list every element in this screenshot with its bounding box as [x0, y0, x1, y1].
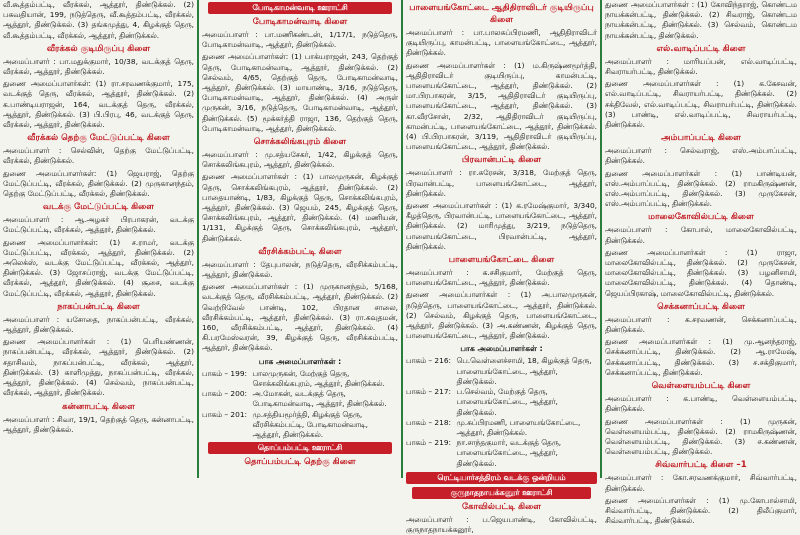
organizer-text: அமைப்பாளர் : கோபால், மாலைகோவில்பட்டி, திண்டுக்கல்.	[605, 225, 797, 245]
organizer-text: அமைப்பாளர் : க.பாண்டி, வெள்ளையம்பட்டி, திண்டுக்கல்.	[605, 394, 797, 414]
branch-heading: தொப்பம்பட்டி தெற்கு கிளை	[244, 457, 356, 468]
part-number: பாகம் – 199	[202, 368, 245, 378]
part-organizers-list	[406, 356, 597, 468]
organizer-text: அமைப்பாளர் : பா.மதுக்குமார், 10/38, வடக்குத் தெரு, வீரக்கல், ஆத்தூர், திண்டுக்கல்.	[3, 56, 194, 77]
part-organizer: பாலமுருகன், மேற்குத் தெரு, சொக்கலிங்கபுரம், ஆத்தூர், திண்டுக்கல்.	[252, 368, 385, 388]
deputy-organizers-text: துணை அமைப்பாளர்கள்: (1) ச.ராமர், வடக்கு மேட்டுப்பட்டி, வீரக்கல், ஆத்தூர், திண்டுக்கல். (2) அலெக்ஸ், வடக்கு மேட்டுப்பட்டி, வீரக்கல், ஆத்தூர், திண்டுக்கல். (3) ஜோசப்ராஜ், வடக்கு மேட்டுப்பட்டி, வீரக்கல், ஆத்தூர், திண்டுக்கல். (4) சூசை, வடக்கு மேட்டுப்பட்டி, வீரக்கல், ஆத்தூர், திண்டுக்கல்.	[3, 237, 194, 298]
deputy-organizers-text: துணை அமைப்பாளர்கள் : (1) ம.கிருஷ்ணமூர்த்தி, ஆதிதிராவிடர் குடியிருப்பு, காமன்பட்டி, பாளையங்கோட்டை, ஆத்தூர், திண்டுக்கல். (2) மா.பிரபாகரன், 3/15, ஆதிதிராவிடர் குடியிருப்பு, பாளையங்கோட்டை, ஆத்தூர், திண்டுக்கல். (3) கா.வீரசோன், 2/32, ஆதிதிராவிடர் குடியிருப்பு, காமன்பட்டி, பாளையங்கோட்டை, ஆத்தூர், திண்டுக்கல். (4) பி.பிரபாகரன், 3/119, ஆதிதிராவிடர் குடியிருப்பு, பாளையங்கோட்டை, ஆத்தூர், திண்டுக்கல்.	[406, 60, 597, 152]
part-number: பாகம் – 201	[202, 409, 245, 419]
deputy-organizers-text: துணை அமைப்பாளர்கள் : (1) ராஜா, மாலைகோவில்பட்டி, திண்டுக்கல். (2) முருகேசன், மாலைகோவில்பட்டி, திண்டுக்கல். (3) பழனிசாமி, மாலைகோவில்பட்டி, திண்டுக்கல். (4) தொண்டி, ஜெயப்பிரகாஷ், மாலைகோவில்பட்டி, திண்டுக்கல்.	[605, 247, 797, 298]
branch-heading: வெள்ளையம்பட்டி கிளை	[651, 381, 751, 392]
branch-heading: பிரவான்பட்டி கிளை	[461, 155, 542, 166]
branch-heading: மாலைகோவில்பட்டி கிளை	[648, 212, 754, 223]
list-item: பாகம் – 219 : நா.சாந்தகுமார், வடக்குத் தெரு, பாளையங்கோட்டை, ஆத்தூர், திண்டுக்கல்.	[406, 438, 597, 469]
branch-heading: கன்னாபட்டி கிளை	[62, 401, 135, 412]
deputy-organizers-text: துணை அமைப்பாளர்கள் : (1) மு.ஆனந்தராஜ், செக்கனாப்பட்டி, திண்டுக்கல். (2) ஆ.ராமேஷ், செக்கனாப்பட்டி, திண்டுக்கல். (3) ச.சக்திகுமார், செக்கனாப்பட்டி, திண்டுக்கல்.	[605, 337, 797, 377]
organizer-text: அமைப்பாளர் : கோ.சரவணக்குமார், சிவ்வார்பட்டி, திண்டுக்கல்.	[605, 473, 797, 493]
organizer-text: அமைப்பாளர் : ஆ.அழகர் பிரபாகரன், வடக்கு மேட்டுப்பட்டி, வீரக்கல், ஆத்தூர், திண்டுக்கல்.	[3, 215, 194, 235]
branch-heading: அம்பாப்பட்டி கிளை	[661, 133, 741, 144]
branch-heading: வீரக்கல் தெற்கு மேட்டுப்பட்டி கிளை	[27, 133, 170, 144]
branch-heading: வடக்கு மேட்டுப்பட்டி கிளை	[42, 202, 155, 213]
part-number: பாகம் – 216	[406, 356, 449, 366]
column-2	[199, 0, 401, 478]
part-organizer: நா.சாந்தகுமார், வடக்குத் தெரு, பாளையங்கோட்டை, ஆத்தூர், திண்டுக்கல்.	[456, 438, 562, 468]
part-number: பாகம் – 219	[406, 438, 449, 448]
union-banner: ரெட்டியார்சத்திரம் வடக்கு ஒன்றியம்	[406, 472, 597, 484]
deputy-organizers-text: துணை அமைப்பாளர்கள் : (1) பாண்டியன், எஸ்.அம்பாப்பட்டி, திண்டுக்கல். (2) ராமகிருஷ்ணன், எஸ்.அம்பாப்பட்டி, திண்டுக்கல். (3) முருகேசன், எஸ்.அம்பாப்பட்டி, திண்டுக்கல்.	[605, 168, 797, 209]
list-item: பாகம் – 199 : பாலமுருகன், மேற்குத் தெரு, சொக்கலிங்கபுரம், ஆத்தூர், திண்டுக்கல்.	[202, 369, 398, 389]
panchayat-banner: தொப்பம்பட்டி ஊராட்சி	[208, 442, 392, 454]
deputy-organizers-text: துணை அமைப்பாளர்கள் : (1) மு.கோபால்சாமி, சிவ்வார்பட்டி, திண்டுக்கல். (2) திலீப்குமார், சிவ்வார்பட்டி, திண்டுக்கல்.	[605, 495, 797, 526]
body-text: வீ.கூத்தம்பட்டி, வீரக்கல், ஆத்தூர், திண்டுக்கல். (2) பகவதியான், 199, நடுத்தெரு, வீ.கூத்தம்பட்டி, வீரக்கல், ஆத்தூர், திண்டுக்கல். (3) தங்கமுத்து, 4, கிழக்குத் தெரு, வீ.கூத்தம்பட்டி, வீரக்கல், ஆத்தூர், திண்டுக்கல்.	[3, 0, 194, 40]
column-3	[403, 0, 600, 534]
part-organizer: மு.சத்தியமூர்த்தி, கிழக்குத் தெரு, வீரசிக்கம்பட்டி, போடிகாமன்வாடி, ஆத்தூர், திண்டுக்கல்.	[252, 409, 368, 439]
deputy-organizers-text: துணை அமைப்பாளர்கள் : (1) க.ரமேஷ்குமார், 3/340, கீழத்தெரு, பிரவான்பட்டி, பாளையங்கோட்டை, ஆத்தூர், திண்டுக்கல். (2) மாரிமுத்து, 3/219, நடுத்தெரு, பாளையங்கோட்டை, பிரவான்பட்டி, ஆத்தூர், திண்டுக்கல்.	[406, 201, 597, 251]
branch-heading: செக்கனாப்பட்டி கிளை	[657, 301, 745, 312]
column-1	[0, 0, 197, 478]
part-organizer: அ.மோகன், வடக்குத் தெரு, போடிகாமன்வாடி, ஆத்தூர், திண்டுக்கல்.	[252, 389, 387, 409]
organizer-text: அமைப்பாளர் : பா.மணிகண்டன், 1/17/1, நடுத்தெரு, போடிகாமன்வாடி, ஆத்தூர், திண்டுக்கல்.	[202, 30, 398, 50]
part-organizers-list	[202, 369, 398, 440]
list-item: பாகம் – 201 : மு.சத்தியமூர்த்தி, கிழக்குத் தெரு, வீரசிக்கம்பட்டி, போடிகாமன்வாடி, ஆத்தூர், திண்டுக்கல்.	[202, 410, 398, 441]
deputy-organizers-text: துணை அமைப்பாளர்கள் : (1) அ.பாலமுருகன், நடுத்தெரு, பாளையங்கோட்டை, ஆத்தூர், திண்டுக்கல். (2) செல்வம், கிழக்குத் தெரு, பாளையங்கோட்டை, ஆத்தூர், திண்டுக்கல். (3) அ.கண்ணன், கிழக்குத் தெரு, பாளையங்கோட்டை, ஆத்தூர், திண்டுக்கல்.	[406, 290, 597, 341]
part-number: பாகம் – 200	[202, 389, 245, 399]
deputy-organizers-text: துணை அமைப்பாளர்கள் : (1) முருகன், வெள்ளையம்பட்டி, திண்டுக்கல். (2) ராமகிருஷ்ணன், வெள்ளையம்பட்டி, திண்டுக்கல். (3) ச.கண்ணன், வெள்ளையம்பட்டி, திண்டுக்கல்.	[605, 416, 797, 457]
organizer-text: அமைப்பாளர் : க.சசிகுமார், மேற்குத் தெரு, பாளையங்கோட்டை, ஆத்தூர், திண்டுக்கல்.	[406, 268, 597, 288]
list-item: பாகம் – 217 : ப.செல்வம், மேற்குத் தெரு, பாளையங்கோட்டை, ஆத்தூர், திண்டுக்கல்.	[406, 387, 597, 418]
organizer-text: அமைப்பாளர் : க.சரவணன், செக்கனாப்பட்டி, திண்டுக்கல்.	[605, 314, 797, 335]
branch-heading: சொக்கலிங்கபுரம் கிளை	[253, 137, 347, 148]
branch-heading: போடிகாமன்வாடி கிளை	[252, 17, 348, 27]
branch-heading: நாகப்பன்பட்டி கிளை	[57, 301, 140, 312]
part-organizer: பெ.வெள்ளைச்சாமி, 18, கிழக்குத் தெரு, பாளையங்கோட்டை, ஆத்தூர், திண்டுக்கல்.	[456, 356, 592, 386]
column-4	[602, 0, 800, 526]
part-number: பாகம் – 217	[406, 387, 449, 397]
branch-heading: பாளையங்கோட்டை கிளை	[448, 255, 555, 266]
deputy-organizers-text: துணை அமைப்பாளர்கள் : (1) பாலமுருகன், கிழக்குத் தெரு, சொக்கலிங்கபுரம், ஆத்தூர், திண்டுக்கல். (2) பாதையாண்டி, 1/83, கிழக்குத் தெரு, சொக்கலிங்கபுரம், ஆத்தூர், திண்டுக்கல். (3) ஜெயம், 245, கிழக்குத் தெரு, சொக்கலிங்கபுரம், ஆத்தூர், திண்டுக்கல். (4) மணியன், 1/131, கிழக்குத் தெரு, சொக்கலிங்கபுரம், ஆத்தூர், திண்டுக்கல்.	[202, 172, 398, 243]
organizer-text: அமைப்பாளர் : ரா.சுரேசன், 3/318, மேற்குத் தெரு, பிரவான்பட்டி, பாளையங்கோட்டை, ஆத்தூர், திண்டுக்கல்.	[406, 168, 597, 198]
deputy-organizers-text: துணை அமைப்பாளர்கள்: (1) ஜெயராஜ், தெற்கு மேட்டுப்பட்டி, வீரக்கல், திண்டுக்கல். (2) முருகானந்தம், தெற்கு மேட்டுப்பட்டி, வீரக்கல், திண்டுக்கல்.	[3, 168, 194, 199]
organizer-text: அமைப்பாளர் : பா.பாலசுப்பிரமணி, ஆதிதிராவிடர் குடியிருப்பு, காமன்பட்டி, பாளையங்கோட்டை, ஆத்தூர், திண்டுக்கல்.	[406, 28, 597, 58]
branch-heading: சிவ்வார்பட்டி கிளை –1	[655, 460, 747, 471]
part-organizer: ப.செல்வம், மேற்குத் தெரு, பாளையங்கோட்டை, ஆத்தூர், திண்டுக்கல்.	[456, 387, 558, 417]
deputy-organizers-text: துணை அமைப்பாளர்கள்: (1) பாக்யராஜன், 243, தெற்குத் தெரு, போடிகாமன்வாடி, ஆத்தூர், திண்டுக்கல். (2) செல்வம், 4/65, தெற்குத் தெரு, போடிகாமன்வாடி, ஆத்தூர், திண்டுக்கல். (3) மாயாண்டி, 3/16, நடுத்தெரு, போடிகாமன்வாடி, ஆத்தூர், திண்டுக்கல். (4) அருள் முருகன், 3/16, நடுத்தெரு, போடிகாமன்வாடி, ஆத்தூர், திண்டுக்கல். (5) மூக்கர்த்தி ராஜா, 136, தெற்குத் தெரு, போடிகாமன்வாடி, ஆத்தூர், திண்டுக்கல்.	[202, 52, 398, 133]
organizer-text: அமைப்பாளர் : சிவா, 19/1, தெற்குத் தெரு, கன்னாபட்டி, ஆத்தூர், திண்டுக்கல்.	[3, 414, 194, 434]
organizer-text: அமைப்பாளர் : ப.ஜெயபாண்டி, கோவில்பட்டி, குருநாதநாயக்கனூர்,	[406, 514, 597, 534]
organizer-text: அமைப்பாளர் : மு.சத்யசேகர், 1/42, கிழக்குத் தெரு, சொக்கலிங்கபுரம், ஆத்தூர், திண்டுக்கல்.	[202, 150, 398, 170]
organizer-text: அமைப்பாளர் : மாரியப்பன், எல்.வாடிப்பட்டி, சிவராயர்பட்டி, திண்டுக்கல்.	[605, 56, 797, 77]
section-subheading: பாக அமைப்பாளர்கள் :	[460, 344, 543, 354]
deputy-organizers-text: துணை அமைப்பாளர்கள் : (1) கோவிந்தராஜ், கொண்டம நாயக்கன்பட்டி, திண்டுக்கல். (2) சிவராஜ், கொண்டம நாயக்கன்பட்டி, திண்டுக்கல். (3) செல்வம், கொண்டம நாயக்கன்பட்டி, திண்டுக்கல்.	[605, 0, 797, 40]
list-item: பாகம் – 218 : மு.சுப்பிரமணி, பாளையங்கோட்டை, ஆத்தூர், திண்டுக்கல்.	[406, 418, 597, 438]
branch-heading: வீரக்கல் குடிமிருப்பு கிளை	[46, 43, 151, 54]
deputy-organizers-text: துணை அமைப்பாளர்கள்: (1) ரா.சரவணக்குமார், 175, வடக்குத் தெரு, வீரக்கல், ஆத்தூர், திண்டுக்கல். (2) க.பாண்டியராஜன், 164, வடக்குத் தெரு, வீரக்கல், ஆத்தூர், திண்டுக்கல். (3) பி.பிரபு, 46, வடக்குத் தெரு, வீரக்கல், ஆத்தூர், திண்டுக்கல்.	[3, 79, 194, 130]
part-organizer: மு.சுப்பிரமணி, பாளையங்கோட்டை, ஆத்தூர், திண்டுக்கல்.	[456, 417, 581, 437]
branch-heading: எல்.வாடிப்பட்டி கிளை	[656, 43, 746, 54]
organizer-text: அமைப்பாளர் : செல்வின், தெற்கு மேட்டுப்பட்டி, வீரக்கல், திண்டுக்கல்.	[3, 146, 194, 166]
list-item: பாகம் – 216 : பெ.வெள்ளைச்சாமி, 18, கிழக்குத் தெரு, பாளையங்கோட்டை, ஆத்தூர், திண்டுக்கல்.	[406, 356, 597, 387]
branch-heading: கோவில்பட்டி கிளை	[462, 501, 541, 512]
panchayat-banner: போடிகாமன்வாடி ஊராட்சி	[208, 2, 392, 14]
branch-heading: வீரசிக்கம்பட்டி கிளை	[258, 246, 342, 257]
organizer-text: அமைப்பாளர் : செல்வராஜ், எஸ்.அம்பாப்பட்டி, திண்டுக்கல்.	[605, 146, 797, 166]
branch-heading: பாளையங்கோட்டை ஆதிதிராவிடர் குடியிருப்பு கிளை	[409, 3, 594, 25]
deputy-organizers-text: துணை அமைப்பாளர்கள் : (1) பெரியண்ணன், நாகப்பன்பட்டி, வீரக்கல், ஆத்தூர், திண்டுக்கல். (2) சதாசிவம், நாகப்பன்பட்டி, வீரக்கல், ஆத்தூர், திண்டுக்கல். (3) காளிமுத்து, நாகப்பன்பட்டி, வீரக்கல், ஆத்தூர், திண்டுக்கல். (4) செல்வம், நாகப்பன்பட்டி, வீரக்கல், ஆத்தூர், திண்டுக்கல்.	[3, 337, 194, 398]
deputy-organizers-text: துணை அமைப்பாளர்கள் : (1) முருகானந்தம், 5/168, வடக்குத் தெரு, வீரசிக்கம்பட்டி, ஆத்தூர், திண்டுக்கல். (2) வெற்றிவேல் பாண்டி, 102, பிரதான சாலை, வீரசிக்கம்பட்டி, ஆத்தூர், திண்டுக்கல். (3) ரா.கவுதமன், 160, வீரசிக்கம்பட்டி, ஆத்தூர், திண்டுக்கல். (4) கி.பரமேஸ்வரன், 39, கிழக்குத் தெரு, வீரசிக்கம்பட்டி, ஆத்தூர், திண்டுக்கல்.	[202, 282, 398, 353]
section-subheading: பாக அமைப்பாளர்கள் :	[258, 356, 342, 366]
deputy-organizers-text: துணை அமைப்பாளர்கள் : (1) க.கேசவன், எல்.வாடிப்பட்டி, சிவராயர்பட்டி, திண்டுக்கல். (2) சக்திவேல், எல்.வாடிப்பட்டி, சிவராயர்பட்டி, திண்டுக்கல். (3) பாண்டி, எல்.வாடிப்பட்டி, சிவராயர்பட்டி, திண்டுக்கல்.	[605, 79, 797, 130]
organizer-text: அமைப்பாளர் : யசோதை, நாகப்பன்பட்டி, வீரக்கல், ஆத்தூர், திண்டுக்கல்.	[3, 314, 194, 335]
part-number: பாகம் – 218	[406, 417, 449, 427]
list-item: பாகம் – 200 : அ.மோகன், வடக்குத் தெரு, போடிகாமன்வாடி, ஆத்தூர், திண்டுக்கல்.	[202, 389, 398, 409]
organizer-text: அமைப்பாளர் : தேபுபாலன், நடுத்தெரு, வீரசிக்கம்பட்டி, ஆத்தூர், திண்டுக்கல்.	[202, 259, 398, 280]
panchayat-banner: குருநாதநாயக்கனூர் ஊராட்சி	[412, 487, 591, 499]
